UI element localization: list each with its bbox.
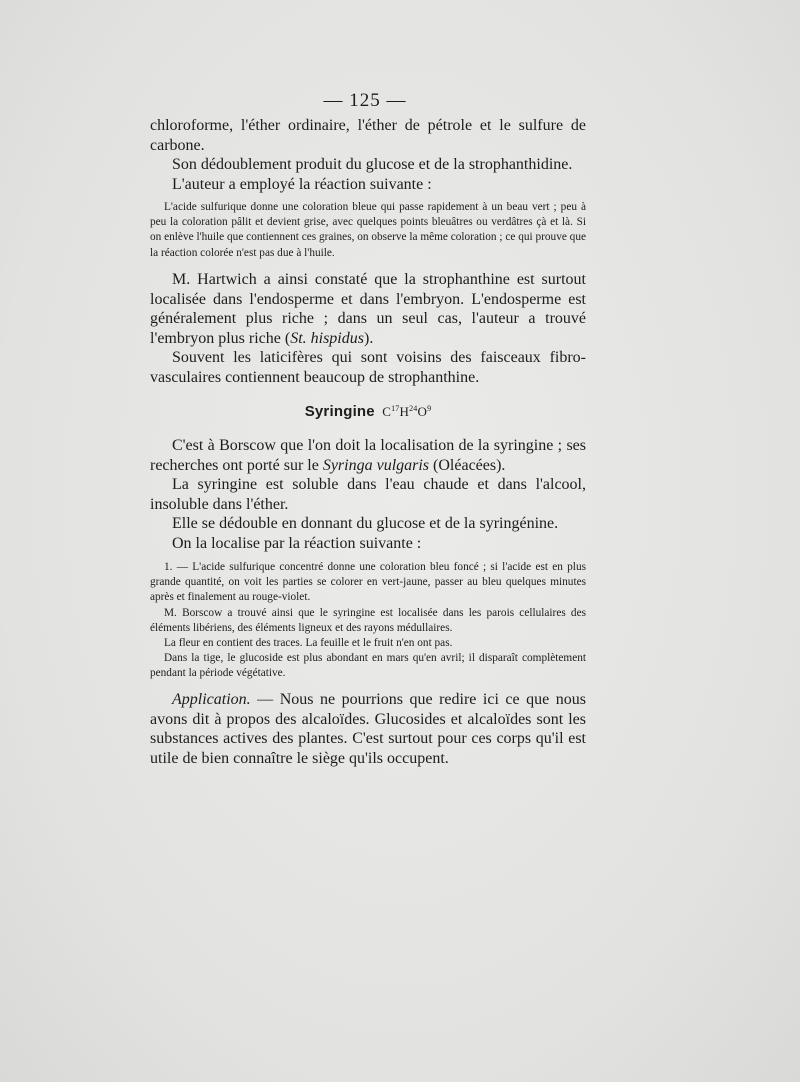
small-print-note-reaction [150,200,586,261]
paragraph-group-intro [150,116,586,194]
paragraph-dedouble: Elle se dédouble en donnant du glucose et de la syringénine. [172,515,559,533]
note-tige: Dans la tige, le glucoside est plus abondant en mars qu'en avril; il disparaît complètement pendant la période végétative. [150,652,586,680]
hartwich-text-b: ). [363,329,374,347]
small-print-note-syringine [150,560,586,682]
section-title-text: Syringine [304,403,375,420]
paragraph-group-syringine [150,436,586,554]
paragraph-continuation: chloroforme, l'éther ordinaire, l'éther de pétrole et le sulfure de carbone. [150,117,586,154]
note-localisation: M. Borscow a trouvé ainsi que le syringine est localisée dans les parois cellulaires des éléments libériens, des éléments ligneux et des rayons médullaires. [150,606,586,634]
paragraph-localise: On la localise par la réaction suivante : [172,534,422,552]
chemical-formula: $C^{17}H^{24}O^9$ [382,404,432,419]
paragraph-dedoublement: Son dédoublement produit du glucose et de la strophanthidine. [172,156,573,174]
paragraph-application [150,690,586,768]
application-heading: Application. [172,691,251,708]
section-title-syringine [0,403,736,420]
paragraph-solubility: La syringine est soluble dans l'eau chaude et dans l'alcool, insoluble dans l'éther. [150,476,586,513]
paragraph-group-application [150,690,586,768]
species-name-hispidus: St. hispidus [290,329,364,347]
page-number: — 125 — [323,90,407,111]
paragraph-hartwich [150,270,586,348]
note-acid-reaction: 1. — L'acide sulfurique concentré donne une coloration bleu foncé ; si l'acide est en plus grande quantité, on voit les parties se colorer en vert-jaune, passer au bleu quelques minutes après et finalement au rouge-violet. [150,561,586,604]
note-reaction-text: L'acide sulfurique donne une coloration bleue qui passe rapidement à un beau vert ; peu à peu la coloration pâlit et devient grise, avec quelques points bleuâtres ou verdâtres çà et là. Si on enlève l'huile que contiennent ces graines, on observe la même coloration ; ce qui prouve que la réaction colorée n'est pas due à l'huile. [150,201,586,259]
paragraph-borscow [150,436,586,475]
note-fleur: La fleur en contient des traces. La feuille et le fruit n'en ont pas. [164,637,453,650]
paragraph-reaction-intro: L'auteur a employé la réaction suivante : [172,175,432,193]
hartwich-text-a: M. Hartwich a ainsi constaté que la strophanthine est surtout localisée dans l'endosperme et dans l'embryon. L'endosperme est généralement plus riche ; dans un seul cas, l'auteur a trouvé l'embryon plus riche ( [150,271,586,347]
paragraph-laticiferes: Souvent les laticifères qui sont voisins des faisceaux fibro-vasculaires contiennent beaucoup de strophanthine. [150,349,586,386]
paragraph-group-hartwich [150,270,586,388]
application-text: — Nous ne pourrions que redire ici ce que nous avons dit à propos des alcaloïdes. Glucosides et alcaloïdes sont les substances actives des plantes. C'est surtout pour ces corps qu'il est utile de bien connaître le siège qu'ils occupent. [150,691,586,767]
borscow-text-a: C'est à Borscow que l'on doit la localisation de la syringine ; ses recherches ont porté sur le [150,437,586,474]
species-name-syringa: Syringa vulgaris [322,456,430,474]
borscow-text-b: (Oléacées). [429,456,506,474]
